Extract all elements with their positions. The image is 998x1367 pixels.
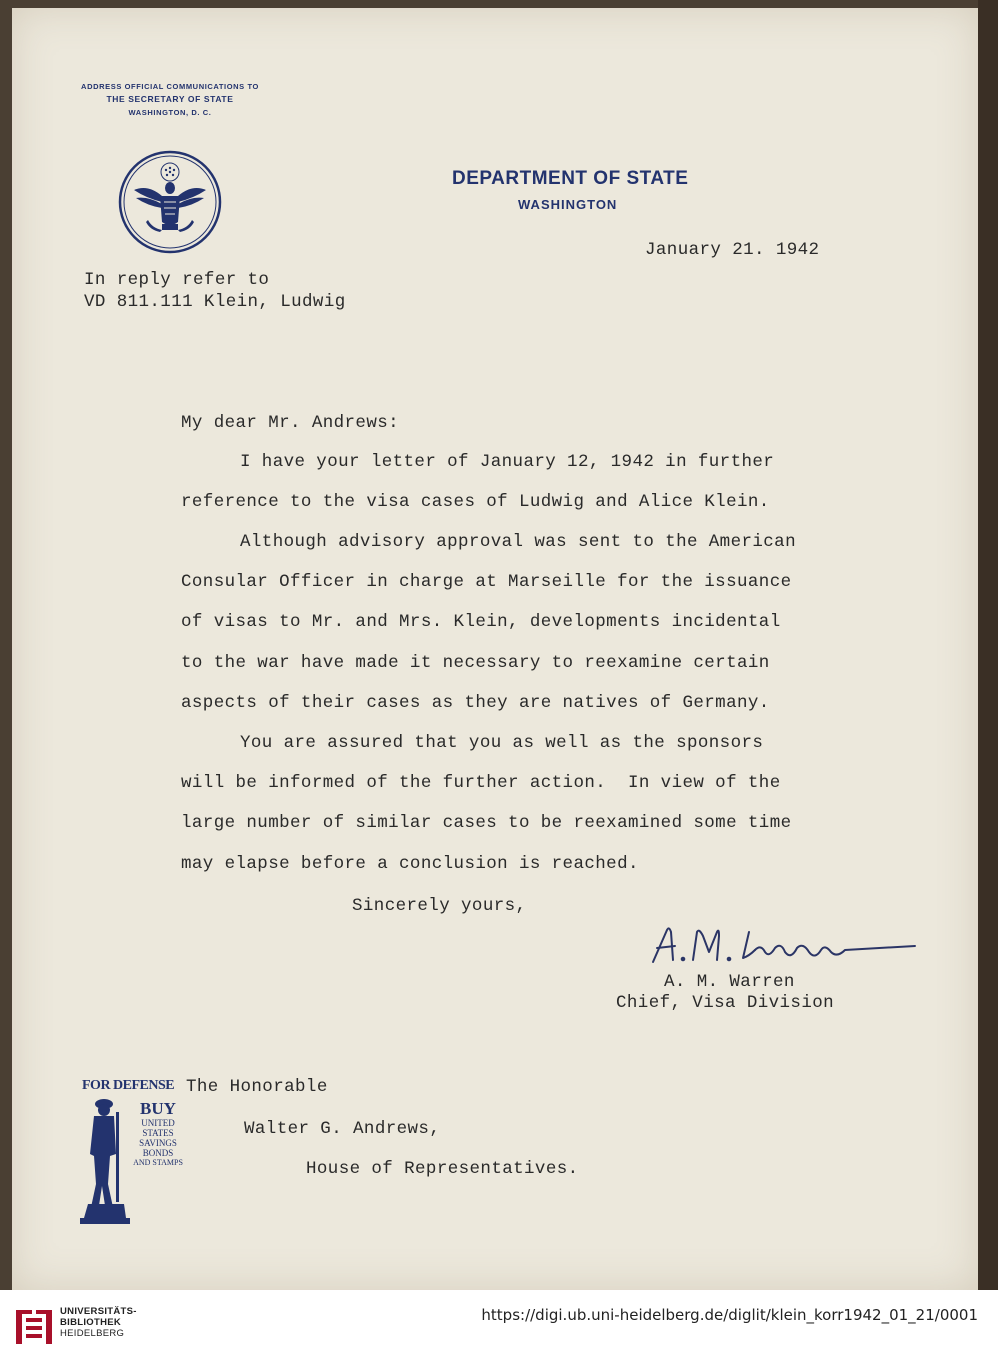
defense-line: UNITED (141, 1118, 175, 1128)
body-line: You are assured that you as well as the sponsors (240, 733, 764, 753)
page-edge-right (978, 0, 998, 1290)
defense-line: STATES (142, 1128, 174, 1138)
body-line: Although advisory approval was sent to the American (240, 532, 796, 552)
defense-line: SAVINGS (139, 1138, 177, 1148)
reference-line-1: In reply refer to (84, 270, 270, 290)
reference-line-2: VD 811.111 Klein, Ludwig (84, 292, 346, 312)
viewer-footer (0, 1290, 998, 1367)
minuteman-icon (80, 1094, 130, 1224)
department-city: WASHINGTON (518, 197, 618, 212)
department-title: DEPARTMENT OF STATE (452, 168, 689, 189)
handwritten-signature (645, 922, 925, 968)
body-line: will be informed of the further action. In view of the (181, 773, 781, 793)
body-line: aspects of their cases as they are natives of Germany. (181, 693, 770, 713)
great-seal-icon (118, 150, 222, 254)
defense-line: BONDS (142, 1148, 174, 1158)
body-line: of visas to Mr. and Mrs. Klein, developments incidental (181, 612, 781, 632)
library-name-line-3: HEIDELBERG (60, 1328, 125, 1339)
address-line-3: WASHINGTON, D. C. (128, 108, 212, 117)
body-line: reference to the visa cases of Ludwig and Alice Klein. (181, 492, 770, 512)
body-line: Consular Officer in charge at Marseille for the issuance (181, 572, 792, 592)
letter-date: January 21. 1942 (645, 240, 820, 260)
signatory-name: A. M. Warren (664, 972, 795, 992)
address-line-1: ADDRESS OFFICIAL COMMUNICATIONS TO (81, 82, 259, 91)
defense-line: AND STAMPS (133, 1158, 183, 1167)
letterhead-address-block (60, 80, 280, 119)
address-line-2: THE SECRETARY OF STATE (106, 94, 234, 104)
library-name-line-2: BIBLIOTHEK (60, 1317, 122, 1328)
defense-buy: BUY (140, 1099, 176, 1118)
body-line: may elapse before a conclusion is reached. (181, 854, 639, 874)
defense-bonds-stamp (80, 1074, 198, 1226)
recipient-line-2: Walter G. Andrews, (244, 1119, 441, 1139)
body-line: to the war have made it necessary to reexamine certain (181, 653, 770, 673)
recipient-line-1: The Honorable (186, 1077, 328, 1097)
body-line: I have your letter of January 12, 1942 in further (240, 452, 775, 472)
signatory-title: Chief, Visa Division (616, 993, 835, 1013)
library-logo-icon (14, 1306, 54, 1348)
closing: Sincerely yours, (352, 896, 527, 916)
recipient-line-3: House of Representatives. (306, 1159, 579, 1179)
body-line: large number of similar cases to be reexamined some time (181, 813, 792, 833)
defense-headline: FOR DEFENSE (82, 1078, 175, 1093)
library-name (60, 1306, 137, 1339)
permalink-url[interactable]: https://digi.ub.uni-heidelberg.de/diglit/klein_korr1942_01_21/0001 (481, 1306, 978, 1324)
salutation: My dear Mr. Andrews: (181, 413, 400, 433)
library-name-line-1: UNIVERSITÄTS- (60, 1306, 137, 1317)
